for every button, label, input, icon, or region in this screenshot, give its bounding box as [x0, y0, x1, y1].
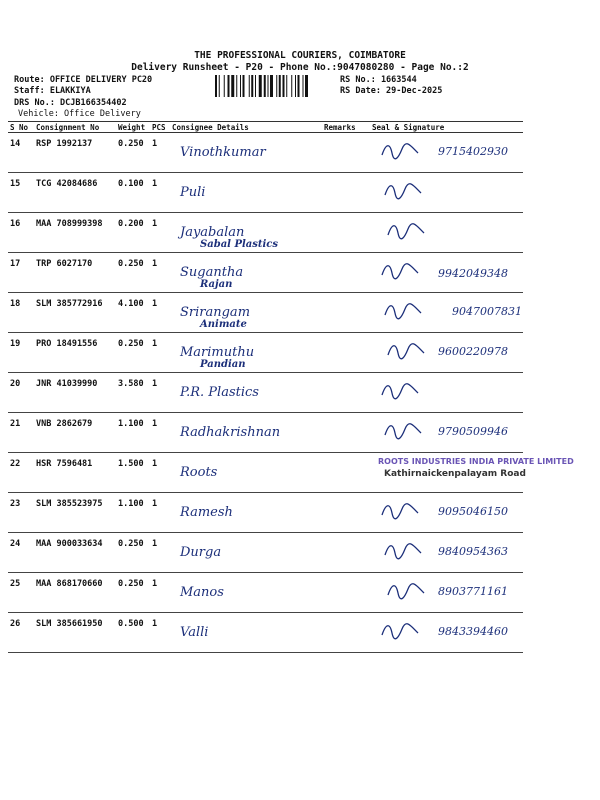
remarks-cell — [322, 133, 370, 173]
remarks-cell — [322, 373, 370, 413]
col-seal: Seal & Signature — [370, 122, 523, 133]
remarks-cell — [322, 573, 370, 613]
company-stamp-line1: ROOTS INDUSTRIES INDIA PRIVATE LIMITED — [378, 457, 574, 466]
phone-handwriting: 9095046150 — [438, 505, 508, 518]
weight-cell: 0.200 — [116, 213, 150, 253]
consignee-cell — [170, 213, 322, 253]
consignee-cell — [170, 453, 322, 493]
consignee-cell — [170, 533, 322, 573]
sno-cell: 17 — [8, 253, 34, 293]
sno-cell: 25 — [8, 573, 34, 613]
seal-signature-cell — [370, 293, 523, 333]
consignee-cell — [170, 493, 322, 533]
remarks-cell — [322, 293, 370, 333]
col-sno: S No — [8, 122, 34, 133]
signature-icon — [386, 221, 426, 241]
sno-cell: 21 — [8, 413, 34, 453]
vehicle-label: Vehicle: Office Delivery — [18, 109, 141, 119]
phone-handwriting: 9942049348 — [438, 267, 508, 280]
signature-icon — [380, 261, 420, 281]
col-pcs: PCS — [150, 122, 170, 133]
pcs-cell: 1 — [150, 293, 170, 333]
col-remarks: Remarks — [322, 122, 370, 133]
col-consignment: Consignment No — [34, 122, 116, 133]
seal-signature-cell — [370, 453, 574, 493]
consignee-handwriting-line2: Rajan — [200, 279, 233, 290]
sno-cell: 23 — [8, 493, 34, 533]
weight-cell: 0.250 — [116, 333, 150, 373]
consignee-handwriting: Srirangam — [180, 305, 251, 320]
phone-handwriting: 9047007831 — [452, 305, 522, 318]
consignee-cell — [170, 373, 322, 413]
rs-number: RS No.: 1663544 — [340, 75, 417, 85]
consignee-handwriting-line2: Pandian — [200, 359, 246, 370]
table-row — [8, 573, 523, 613]
seal-signature-cell — [370, 373, 523, 413]
consignee-handwriting-line2: Animate — [200, 319, 247, 330]
pcs-cell: 1 — [150, 253, 170, 293]
consignee-handwriting: Sugantha — [180, 265, 244, 280]
phone-handwriting: 9790509946 — [438, 425, 508, 438]
consignment-cell: SLM 385523975 — [34, 493, 116, 533]
consignee-cell — [170, 333, 322, 373]
seal-signature-cell — [370, 213, 523, 253]
page-title: THE PROFESSIONAL COURIERS, COIMBATORE — [194, 50, 406, 61]
col-weight: Weight — [116, 122, 150, 133]
seal-signature-cell — [370, 333, 523, 373]
consignee-handwriting: Marimuthu — [180, 345, 255, 360]
page-subtitle: Delivery Runsheet - P20 - Phone No.:9047080280 - Page No.:2 — [131, 62, 469, 73]
weight-cell: 0.250 — [116, 253, 150, 293]
phone-handwriting: 9843394460 — [438, 625, 508, 638]
weight-cell: 4.100 — [116, 293, 150, 333]
consignee-handwriting: Vinothkumar — [180, 145, 266, 160]
pcs-cell: 1 — [150, 133, 170, 173]
sno-cell: 20 — [8, 373, 34, 413]
pcs-cell: 1 — [150, 373, 170, 413]
seal-signature-cell — [370, 173, 523, 213]
sno-cell: 18 — [8, 293, 34, 333]
remarks-cell — [322, 613, 370, 653]
sno-cell: 14 — [8, 133, 34, 173]
remarks-cell — [322, 333, 370, 373]
consignee-handwriting: Puli — [180, 185, 206, 200]
consignment-cell: TCG 42084686 — [34, 173, 116, 213]
weight-cell: 0.250 — [116, 573, 150, 613]
sno-cell: 15 — [8, 173, 34, 213]
table-row — [8, 293, 523, 333]
consignee-handwriting-line2: Sabal Plastics — [200, 239, 279, 250]
consignment-cell: MAA 900033634 — [34, 533, 116, 573]
remarks-cell — [322, 413, 370, 453]
remarks-cell — [322, 453, 370, 493]
weight-cell: 1.100 — [116, 413, 150, 453]
staff-label: Staff: ELAKKIYA — [14, 86, 91, 96]
phone-handwriting: 9715402930 — [438, 145, 508, 158]
weight-cell: 1.100 — [116, 493, 150, 533]
sno-cell: 22 — [8, 453, 34, 493]
remarks-cell — [322, 213, 370, 253]
pcs-cell: 1 — [150, 413, 170, 453]
consignee-cell — [170, 253, 322, 293]
pcs-cell: 1 — [150, 493, 170, 533]
consignee-cell — [170, 573, 322, 613]
remarks-cell — [322, 173, 370, 213]
phone-handwriting: 8903771161 — [438, 585, 508, 598]
table-row — [8, 413, 523, 453]
pcs-cell: 1 — [150, 573, 170, 613]
consignee-handwriting: Valli — [180, 625, 209, 640]
table-header-row — [8, 122, 523, 133]
signature-icon — [380, 501, 420, 521]
seal-signature-cell — [370, 253, 523, 293]
pcs-cell: 1 — [150, 613, 170, 653]
weight-cell: 1.500 — [116, 453, 150, 493]
signature-icon — [380, 381, 420, 401]
seal-signature-cell — [370, 533, 523, 573]
remarks-cell — [322, 253, 370, 293]
consignment-cell: JNR 41039990 — [34, 373, 116, 413]
consignee-handwriting: P.R. Plastics — [180, 385, 259, 400]
weight-cell: 0.100 — [116, 173, 150, 213]
table-row — [8, 133, 523, 173]
seal-signature-cell — [370, 133, 523, 173]
rs-date: RS Date: 29-Dec-2025 — [340, 86, 443, 96]
consignment-cell: SLM 385661950 — [34, 613, 116, 653]
seal-signature-cell — [370, 413, 523, 453]
table-row — [8, 453, 523, 493]
signature-icon — [380, 141, 420, 161]
table-row — [8, 173, 523, 213]
signature-icon — [386, 581, 426, 601]
consignment-cell: RSP 1992137 — [34, 133, 116, 173]
consignment-cell: MAA 868170660 — [34, 573, 116, 613]
pcs-cell: 1 — [150, 453, 170, 493]
consignee-cell — [170, 613, 322, 653]
weight-cell: 0.250 — [116, 133, 150, 173]
col-consignee: Consignee Details — [170, 122, 322, 133]
phone-handwriting: 9600220978 — [438, 345, 508, 358]
route-label: Route: OFFICE DELIVERY PC20 — [14, 75, 153, 85]
table-row — [8, 213, 523, 253]
signature-icon — [383, 301, 423, 321]
consignee-handwriting: Durga — [180, 545, 222, 560]
sno-cell: 26 — [8, 613, 34, 653]
weight-cell: 0.500 — [116, 613, 150, 653]
consignment-cell: TRP 6027170 — [34, 253, 116, 293]
company-stamp-line2: Kathirnaickenpalayam Road — [384, 469, 526, 479]
phone-handwriting: 9840954363 — [438, 545, 508, 558]
seal-signature-cell — [370, 493, 523, 533]
signature-icon — [383, 541, 423, 561]
signature-icon — [383, 421, 423, 441]
signature-icon — [380, 621, 420, 641]
consignee-handwriting: Jayabalan — [180, 225, 245, 240]
consignee-cell — [170, 173, 322, 213]
remarks-cell — [322, 493, 370, 533]
consignment-cell: MAA 708999398 — [34, 213, 116, 253]
pcs-cell: 1 — [150, 213, 170, 253]
signature-icon — [386, 341, 426, 361]
table-row — [8, 493, 523, 533]
consignment-cell: HSR 7596481 — [34, 453, 116, 493]
sno-cell: 24 — [8, 533, 34, 573]
seal-signature-cell — [370, 613, 523, 653]
sno-cell: 16 — [8, 213, 34, 253]
table-row — [8, 613, 523, 653]
consignment-cell: SLM 385772916 — [34, 293, 116, 333]
pcs-cell: 1 — [150, 333, 170, 373]
runsheet-table — [8, 121, 574, 653]
consignee-cell — [170, 293, 322, 333]
consignee-cell — [170, 133, 322, 173]
drs-number: DRS No.: DCJB166354402 — [14, 98, 127, 108]
table-row — [8, 333, 523, 373]
consignment-cell: VNB 2862679 — [34, 413, 116, 453]
weight-cell: 3.580 — [116, 373, 150, 413]
table-row — [8, 373, 523, 413]
consignee-cell — [170, 413, 322, 453]
sno-cell: 19 — [8, 333, 34, 373]
signature-icon — [383, 181, 423, 201]
pcs-cell: 1 — [150, 533, 170, 573]
consignee-handwriting: Ramesh — [180, 505, 233, 520]
remarks-cell — [322, 533, 370, 573]
table-row — [8, 533, 523, 573]
table-row — [8, 253, 523, 293]
consignment-cell: PRO 18491556 — [34, 333, 116, 373]
weight-cell: 0.250 — [116, 533, 150, 573]
consignee-handwriting: Radhakrishnan — [180, 425, 281, 440]
pcs-cell: 1 — [150, 173, 170, 213]
barcode-icon — [215, 75, 335, 97]
seal-signature-cell — [370, 573, 523, 613]
consignee-handwriting: Roots — [180, 465, 218, 480]
consignee-handwriting: Manos — [180, 585, 224, 600]
